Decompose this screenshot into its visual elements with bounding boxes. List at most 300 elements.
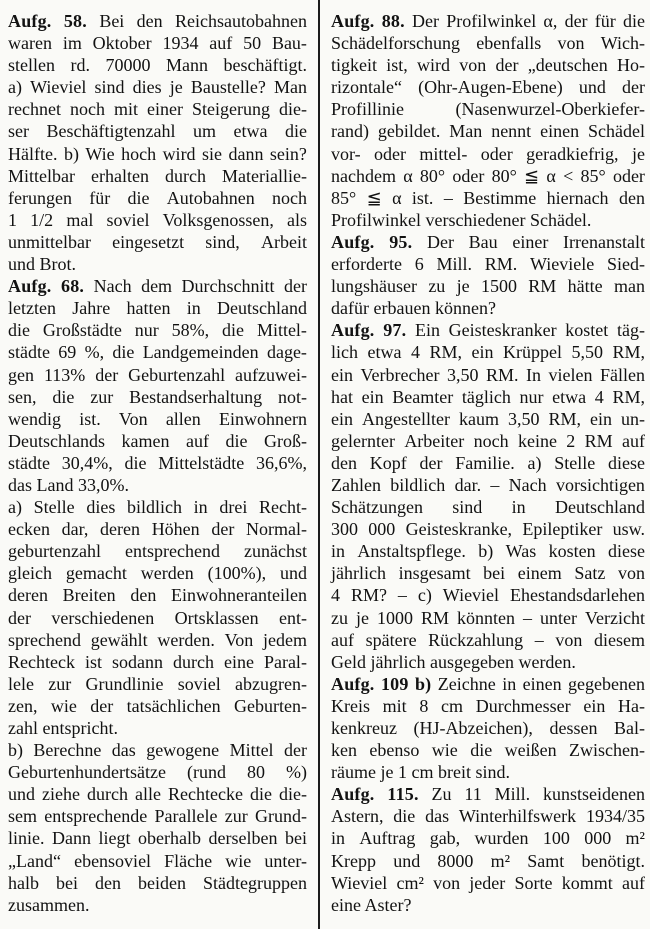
text-line bbox=[8, 76, 307, 98]
word: Bau bbox=[468, 231, 498, 252]
word: und bbox=[393, 850, 421, 871]
paragraph bbox=[331, 10, 645, 231]
word: zu bbox=[331, 607, 348, 628]
word: 1000 bbox=[377, 607, 413, 628]
text-line bbox=[331, 452, 645, 474]
word: Was bbox=[505, 541, 537, 562]
word: keine bbox=[517, 430, 557, 451]
text-line bbox=[331, 319, 645, 341]
word: 2 bbox=[566, 430, 576, 451]
word: ausgegeben bbox=[429, 651, 519, 672]
word: Autobahnen bbox=[166, 187, 255, 208]
word: Rückzahlung bbox=[428, 629, 524, 650]
word: 58%, bbox=[171, 320, 210, 341]
word: Beamter bbox=[392, 386, 454, 407]
word: bildlich bbox=[390, 474, 446, 495]
word: cm bbox=[441, 695, 464, 716]
word: RM, bbox=[548, 408, 581, 429]
word: zur bbox=[48, 673, 72, 694]
word: waren bbox=[8, 33, 52, 54]
word: dessen bbox=[549, 718, 598, 738]
word: 8000 bbox=[437, 850, 474, 871]
word: 3,50 bbox=[507, 408, 540, 429]
word: nachdem bbox=[331, 165, 396, 186]
word: gebildet. bbox=[377, 121, 441, 142]
word: Fläche bbox=[164, 850, 213, 871]
word: Brot. bbox=[39, 254, 77, 275]
text-line bbox=[331, 629, 645, 651]
word: Zeichne bbox=[437, 673, 496, 694]
word: diese bbox=[607, 452, 645, 473]
text-line bbox=[331, 10, 645, 32]
word: not- bbox=[277, 386, 307, 407]
text-line bbox=[8, 297, 307, 319]
word: Grundlinie bbox=[85, 673, 164, 694]
word: deren bbox=[8, 585, 48, 606]
word: c) bbox=[417, 585, 432, 606]
word: die bbox=[222, 320, 245, 341]
word: Nach bbox=[508, 474, 547, 495]
word: jedem bbox=[263, 629, 307, 650]
word: um bbox=[192, 121, 216, 142]
word: kommt bbox=[561, 872, 613, 893]
word: abzugren- bbox=[235, 673, 307, 694]
word: Durchmesser bbox=[475, 695, 571, 716]
word: Kreis bbox=[331, 695, 370, 716]
word: – bbox=[490, 474, 500, 495]
text-line bbox=[8, 165, 307, 187]
word: hatten bbox=[126, 298, 171, 319]
word: vielen bbox=[548, 364, 593, 385]
word: dar, bbox=[61, 519, 89, 540]
word: nur bbox=[134, 320, 159, 341]
word: dage- bbox=[266, 342, 307, 363]
text-line bbox=[8, 143, 307, 165]
word: das bbox=[425, 806, 450, 827]
word: die bbox=[127, 187, 150, 208]
text-line bbox=[8, 629, 307, 651]
text-line bbox=[8, 540, 307, 562]
word: Sied- bbox=[606, 254, 645, 275]
word: ecken bbox=[8, 519, 50, 540]
word: in bbox=[186, 298, 201, 319]
text-line bbox=[8, 430, 307, 452]
word: von bbox=[555, 629, 583, 650]
text-line bbox=[8, 739, 307, 761]
word: zur bbox=[224, 806, 248, 827]
word: 300 bbox=[331, 519, 358, 540]
word: 4 bbox=[594, 386, 604, 407]
word: entsprechend bbox=[125, 541, 220, 562]
word: RM bbox=[421, 607, 450, 628]
paragraph bbox=[8, 739, 307, 916]
word: kosten bbox=[548, 541, 596, 562]
text-line bbox=[8, 783, 307, 805]
word: Krepp bbox=[331, 850, 376, 871]
word: Großstädte bbox=[42, 320, 122, 341]
word: erforderte bbox=[331, 254, 402, 275]
word: werden. bbox=[518, 651, 576, 672]
word: der bbox=[211, 519, 235, 540]
word: gab, bbox=[429, 828, 461, 849]
word: 4 bbox=[331, 585, 340, 606]
word: etwa bbox=[552, 386, 587, 407]
word: α, bbox=[543, 11, 558, 31]
text-line bbox=[331, 430, 645, 452]
text-line bbox=[331, 673, 645, 695]
word: RM, bbox=[612, 342, 645, 363]
word: Bau- bbox=[271, 33, 307, 54]
word: die bbox=[393, 806, 416, 827]
word: jährlich bbox=[370, 651, 430, 672]
word: ist, bbox=[386, 55, 408, 76]
word: Höhen bbox=[151, 519, 200, 540]
word: eingesetzt bbox=[112, 231, 185, 252]
word: die bbox=[8, 320, 30, 341]
word: die bbox=[622, 11, 645, 31]
word: Verbrecher bbox=[360, 364, 440, 385]
word: etwa bbox=[233, 121, 268, 142]
text-line bbox=[8, 761, 307, 783]
word: 70000 bbox=[105, 55, 151, 76]
word: diesem bbox=[593, 629, 645, 650]
word: der bbox=[564, 11, 588, 31]
word: Bestandserhaltung bbox=[129, 386, 263, 407]
word: Recht- bbox=[259, 497, 307, 518]
word: rizontale“ bbox=[331, 77, 402, 98]
word: Fällen bbox=[599, 364, 645, 385]
word: Anstaltspflege. bbox=[357, 541, 466, 562]
word: einem bbox=[517, 563, 562, 584]
word: 1 bbox=[8, 209, 17, 230]
text-line bbox=[331, 386, 645, 408]
word: täg- bbox=[616, 320, 645, 341]
text-line bbox=[331, 187, 645, 209]
text-line bbox=[8, 275, 307, 297]
text-line bbox=[331, 540, 645, 562]
word: In bbox=[525, 364, 541, 385]
word: 36,6%, bbox=[255, 452, 307, 473]
word: von bbox=[433, 872, 461, 893]
word: wird bbox=[162, 143, 196, 164]
word: Schädel. bbox=[529, 209, 592, 230]
word: Ortsklassen bbox=[174, 607, 259, 628]
word: als bbox=[286, 209, 307, 230]
word: stellen bbox=[8, 55, 55, 76]
word: (rund bbox=[186, 762, 226, 783]
word: Sorte bbox=[514, 872, 553, 893]
word: 80° bbox=[419, 165, 446, 186]
word: gewogene bbox=[146, 740, 220, 761]
word: ser bbox=[8, 121, 29, 142]
word: ist. bbox=[411, 187, 434, 208]
word: und bbox=[8, 784, 35, 805]
word: Mittelstädte bbox=[158, 452, 245, 473]
text-line bbox=[8, 32, 307, 54]
word: auf bbox=[209, 33, 233, 54]
word: allen bbox=[165, 408, 201, 429]
word: Verzicht bbox=[585, 607, 645, 628]
word: wird bbox=[417, 55, 451, 76]
text-line bbox=[8, 209, 307, 231]
word: RM, bbox=[429, 342, 462, 363]
paragraph bbox=[331, 783, 645, 916]
word: unter- bbox=[264, 850, 307, 871]
word: hiernach bbox=[546, 187, 609, 208]
text-line bbox=[331, 253, 645, 275]
text-line bbox=[8, 253, 307, 275]
word: RM. bbox=[484, 254, 518, 275]
word: insgesamt bbox=[398, 563, 471, 584]
word: bildlich bbox=[127, 497, 182, 518]
word: derselben bbox=[208, 828, 278, 849]
word: sind bbox=[452, 497, 483, 518]
word: a) bbox=[8, 497, 22, 518]
word: von bbox=[557, 33, 585, 54]
word: 85° bbox=[580, 165, 606, 186]
problem-number-label: Aufg. bbox=[331, 320, 375, 341]
word: gegebenen bbox=[568, 673, 645, 694]
word: Schädelforschung bbox=[331, 33, 460, 54]
word: sprechend bbox=[8, 629, 81, 650]
word: die bbox=[284, 121, 307, 142]
word: usw. bbox=[612, 519, 645, 540]
word: drei bbox=[219, 497, 248, 518]
word: der bbox=[90, 695, 114, 716]
word: je bbox=[631, 143, 645, 164]
word: noch bbox=[473, 430, 509, 451]
text-line bbox=[8, 54, 307, 76]
text-line bbox=[331, 761, 645, 783]
word: Geburtenhundertsätze bbox=[8, 762, 166, 783]
word: RM. bbox=[485, 364, 519, 385]
word: ein bbox=[361, 386, 384, 407]
word: 11 bbox=[464, 784, 482, 805]
text-line bbox=[8, 894, 307, 916]
text-line bbox=[8, 386, 307, 408]
word: städte bbox=[8, 452, 50, 473]
text-line bbox=[8, 98, 307, 120]
word: ist. bbox=[79, 408, 101, 429]
word: die bbox=[52, 386, 75, 407]
text-line bbox=[331, 850, 645, 872]
word: hätte bbox=[567, 276, 603, 297]
word: Parallele bbox=[154, 806, 218, 827]
word: Bei bbox=[99, 11, 125, 31]
word: Oktober bbox=[92, 33, 152, 54]
word: ≦ bbox=[366, 187, 382, 208]
word: 000 bbox=[368, 519, 396, 540]
word: Mill. bbox=[436, 254, 472, 275]
word: Beschäftigtenzahl bbox=[46, 121, 176, 142]
word: 5,50 bbox=[571, 342, 603, 363]
word: m² bbox=[625, 828, 645, 849]
word: 1500 bbox=[480, 276, 517, 297]
problem-number-label: Aufg. bbox=[331, 231, 375, 252]
word: rechnet bbox=[8, 99, 61, 120]
word: verschiedener bbox=[425, 209, 530, 230]
word: (Ohr-Augen-Ebene) bbox=[418, 77, 563, 98]
word: soviel bbox=[106, 209, 150, 230]
word: noch bbox=[69, 99, 105, 120]
word: kamen bbox=[121, 430, 170, 451]
word: zunächst bbox=[244, 541, 307, 562]
word: wurden bbox=[474, 828, 529, 849]
word: linie. bbox=[8, 828, 45, 849]
text-line bbox=[8, 584, 307, 606]
word: – bbox=[523, 607, 533, 628]
text-line bbox=[331, 231, 645, 253]
text-line bbox=[331, 872, 645, 894]
text-line bbox=[331, 98, 645, 120]
text-line bbox=[331, 474, 645, 496]
word: Deutschland bbox=[554, 497, 645, 518]
text-line bbox=[8, 717, 307, 739]
word: durch bbox=[172, 651, 214, 672]
word: 3,50 bbox=[446, 364, 479, 385]
word: ein bbox=[471, 342, 494, 363]
word: wie bbox=[431, 740, 458, 761]
word: halb bbox=[8, 872, 39, 893]
word: der bbox=[495, 55, 519, 76]
word: Bestimme bbox=[463, 187, 537, 208]
word: Aster? bbox=[364, 894, 412, 915]
text-line bbox=[8, 607, 307, 629]
word: cm² bbox=[396, 872, 424, 893]
word: Jahre bbox=[72, 298, 111, 319]
word: oder bbox=[480, 143, 513, 164]
text-line bbox=[331, 408, 645, 430]
word: 50 bbox=[243, 33, 262, 54]
word: Zu bbox=[431, 784, 452, 805]
word: Arbeit bbox=[260, 231, 307, 252]
word: lich bbox=[331, 342, 358, 363]
word: könnten bbox=[457, 607, 516, 628]
problem-number-label: 109 bbox=[380, 673, 409, 694]
word: (Nasenwurzel-Oberkiefer- bbox=[455, 99, 645, 120]
word: in bbox=[331, 541, 346, 562]
word: (100%), bbox=[207, 563, 267, 584]
word: dar. bbox=[454, 474, 482, 495]
word: sind, bbox=[205, 231, 240, 252]
problem-number-label: 58. bbox=[63, 11, 87, 31]
word: die- bbox=[278, 784, 307, 805]
word: für bbox=[594, 11, 616, 31]
word: ein bbox=[331, 364, 353, 385]
text-line bbox=[331, 805, 645, 827]
word: Kopf bbox=[369, 452, 407, 473]
word: Ha- bbox=[618, 695, 645, 716]
word: auf bbox=[331, 629, 354, 650]
word: die bbox=[470, 740, 493, 761]
word: 8 bbox=[419, 695, 429, 716]
word: 4 bbox=[410, 342, 420, 363]
text-line bbox=[8, 518, 307, 540]
word: bei bbox=[56, 872, 78, 893]
word: aufzuwei- bbox=[235, 364, 307, 385]
word: α bbox=[403, 165, 413, 186]
word: Reichsautobahnen bbox=[175, 11, 307, 31]
word: ent- bbox=[279, 607, 307, 628]
word: einen bbox=[540, 121, 580, 142]
word: gewählt bbox=[90, 629, 148, 650]
word: Wieviel bbox=[442, 585, 500, 606]
word: die bbox=[225, 430, 248, 451]
word: erhalten bbox=[91, 165, 149, 186]
word: nennt bbox=[491, 121, 532, 142]
word: das bbox=[8, 474, 37, 495]
word: Mill. bbox=[494, 784, 531, 805]
text-line bbox=[331, 894, 645, 916]
word: den bbox=[130, 585, 157, 606]
text-line bbox=[8, 850, 307, 872]
word: etwa bbox=[367, 342, 402, 363]
word: unmittelbar bbox=[8, 231, 91, 252]
text-line bbox=[8, 827, 307, 849]
text-line bbox=[8, 695, 307, 717]
word: lungshäuser bbox=[331, 276, 417, 297]
word: Baustelle? bbox=[190, 77, 266, 98]
text-line bbox=[331, 76, 645, 98]
text-line bbox=[331, 496, 645, 518]
word: Stelle bbox=[554, 452, 596, 473]
text-line bbox=[331, 695, 645, 717]
word: 69 bbox=[58, 342, 77, 363]
word: verschiedenen bbox=[51, 607, 155, 628]
word: alle bbox=[135, 784, 161, 805]
word: a) bbox=[8, 77, 22, 98]
word: benötigt. bbox=[581, 850, 645, 871]
word: oberhalb bbox=[138, 828, 201, 849]
word: unter bbox=[540, 607, 577, 628]
word: Ehestandsdarlehen bbox=[510, 585, 645, 606]
word: sind. bbox=[475, 762, 510, 783]
text-line bbox=[331, 143, 645, 165]
word: die bbox=[112, 342, 135, 363]
word: Nach bbox=[93, 276, 132, 297]
word: der bbox=[95, 364, 119, 385]
problem-number-label: Aufg. bbox=[331, 784, 375, 805]
text-line bbox=[331, 341, 645, 363]
word: und bbox=[578, 77, 606, 98]
word: RM? bbox=[350, 585, 387, 606]
word: ferungen bbox=[8, 187, 72, 208]
text-line bbox=[8, 805, 307, 827]
word: sind bbox=[94, 77, 125, 98]
word: ziehe bbox=[42, 784, 80, 805]
text-line bbox=[8, 187, 307, 209]
word: jeder bbox=[469, 872, 506, 893]
word: jährlich bbox=[331, 563, 386, 584]
word: werden bbox=[140, 563, 194, 584]
word: %, bbox=[84, 342, 105, 363]
word: städte bbox=[8, 342, 50, 363]
word: 80 bbox=[246, 762, 265, 783]
word: den bbox=[136, 11, 163, 31]
word: vor- bbox=[331, 143, 361, 164]
text-line bbox=[331, 717, 645, 739]
word: sie bbox=[202, 143, 223, 164]
word: Steigerung bbox=[191, 99, 270, 120]
word: zahl bbox=[8, 718, 43, 738]
word: diese bbox=[608, 541, 645, 562]
text-line bbox=[8, 562, 307, 584]
word: 100 bbox=[542, 828, 570, 849]
word: einer bbox=[146, 99, 183, 120]
word: zen, bbox=[8, 695, 38, 716]
text-line bbox=[331, 607, 645, 629]
word: 1934/35 bbox=[585, 806, 645, 827]
